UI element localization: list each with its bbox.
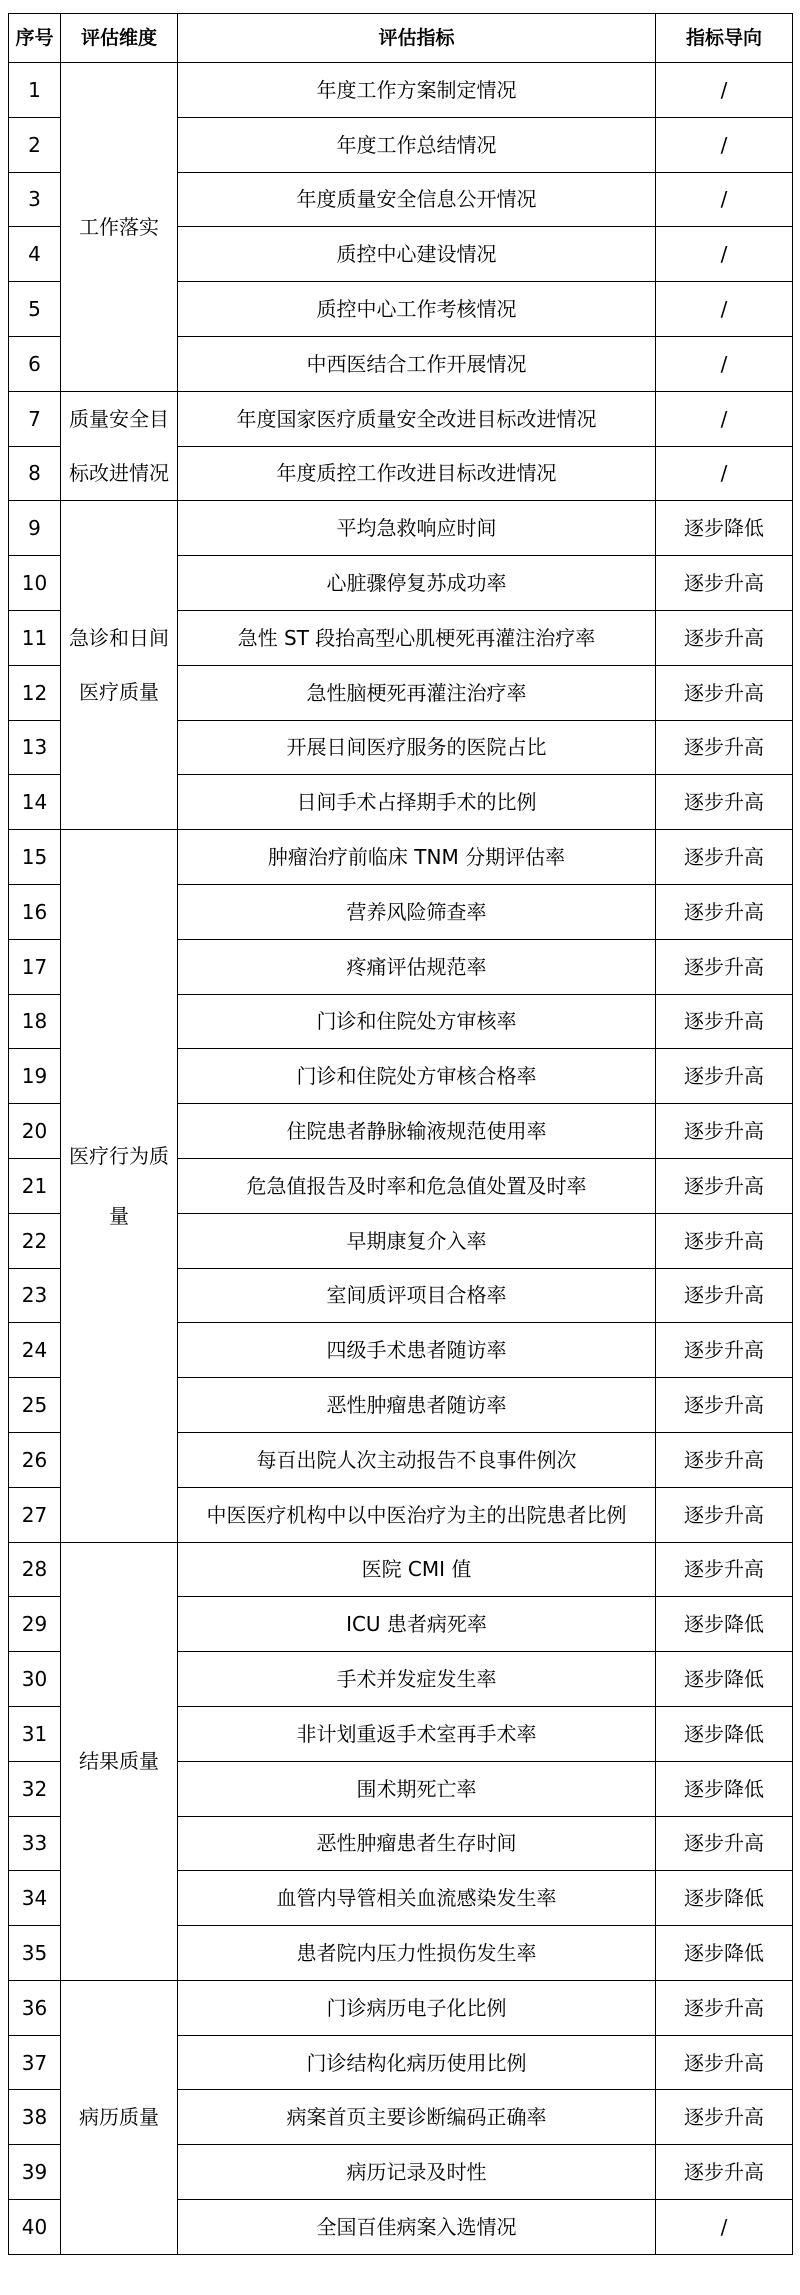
row-number: 40 (9, 2200, 61, 2255)
row-number: 33 (9, 1816, 61, 1871)
indicator-cell: 围术期死亡率 (178, 1761, 656, 1816)
indicator-cell: 手术并发症发生率 (178, 1652, 656, 1707)
header-dimension: 评估维度 (61, 14, 178, 63)
indicator-cell: 年度质量安全信息公开情况 (178, 172, 656, 227)
direction-cell: / (656, 282, 793, 337)
direction-cell: / (656, 117, 793, 172)
row-number: 30 (9, 1652, 61, 1707)
header-direction: 指标导向 (656, 14, 793, 63)
row-number: 24 (9, 1323, 61, 1378)
indicator-cell: 医院 CMI 值 (178, 1542, 656, 1597)
direction-cell: 逐步升高 (656, 830, 793, 885)
direction-cell: 逐步升高 (656, 775, 793, 830)
direction-cell: 逐步降低 (656, 1652, 793, 1707)
indicator-cell: 患者院内压力性损伤发生率 (178, 1926, 656, 1981)
direction-cell: 逐步升高 (656, 939, 793, 994)
row-number: 27 (9, 1487, 61, 1542)
direction-cell: 逐步升高 (656, 1816, 793, 1871)
direction-cell: 逐步降低 (656, 1706, 793, 1761)
row-number: 10 (9, 556, 61, 611)
indicator-cell: 日间手术占择期手术的比例 (178, 775, 656, 830)
direction-cell: 逐步升高 (656, 1049, 793, 1104)
table-row (9, 501, 793, 556)
direction-cell: 逐步升高 (656, 994, 793, 1049)
row-number: 19 (9, 1049, 61, 1104)
indicator-cell: 危急值报告及时率和危急值处置及时率 (178, 1158, 656, 1213)
row-number: 1 (9, 63, 61, 118)
direction-cell: 逐步升高 (656, 1542, 793, 1597)
row-number: 25 (9, 1378, 61, 1433)
table-row (9, 1980, 793, 2035)
direction-cell: 逐步升高 (656, 1213, 793, 1268)
indicator-cell: 室间质评项目合格率 (178, 1268, 656, 1323)
indicator-cell: 早期康复介入率 (178, 1213, 656, 1268)
direction-cell: 逐步升高 (656, 884, 793, 939)
direction-cell: / (656, 336, 793, 391)
row-number: 22 (9, 1213, 61, 1268)
direction-cell: / (656, 227, 793, 282)
direction-cell: / (656, 446, 793, 501)
row-number: 36 (9, 1980, 61, 2035)
row-number: 35 (9, 1926, 61, 1981)
row-number: 7 (9, 391, 61, 446)
direction-cell: 逐步降低 (656, 1597, 793, 1652)
direction-cell: 逐步升高 (656, 1158, 793, 1213)
row-number: 26 (9, 1432, 61, 1487)
direction-cell: / (656, 172, 793, 227)
direction-cell: 逐步升高 (656, 1104, 793, 1159)
row-number: 3 (9, 172, 61, 227)
row-number: 14 (9, 775, 61, 830)
indicator-cell: 门诊病历电子化比例 (178, 1980, 656, 2035)
direction-cell: 逐步升高 (656, 1268, 793, 1323)
indicator-cell: 中医医疗机构中以中医治疗为主的出院患者比例 (178, 1487, 656, 1542)
indicator-cell: 年度工作总结情况 (178, 117, 656, 172)
row-number: 23 (9, 1268, 61, 1323)
row-number: 12 (9, 665, 61, 720)
direction-cell: 逐步升高 (656, 1487, 793, 1542)
direction-cell: 逐步升高 (656, 1980, 793, 2035)
row-number: 16 (9, 884, 61, 939)
indicator-cell: 年度工作方案制定情况 (178, 63, 656, 118)
indicator-cell: 开展日间医疗服务的医院占比 (178, 720, 656, 775)
indicator-cell: 质控中心建设情况 (178, 227, 656, 282)
indicator-cell: 门诊和住院处方审核合格率 (178, 1049, 656, 1104)
assessment-table (8, 13, 793, 2255)
indicator-cell: 非计划重返手术室再手术率 (178, 1706, 656, 1761)
header-no: 序号 (9, 14, 61, 63)
dimension-cell: 病历质量 (61, 1980, 178, 2254)
dimension-cell: 医疗行为质量 (61, 830, 178, 1542)
indicator-cell: 血管内导管相关血流感染发生率 (178, 1871, 656, 1926)
row-number: 37 (9, 2035, 61, 2090)
direction-cell: 逐步升高 (656, 2035, 793, 2090)
indicator-cell: 门诊结构化病历使用比例 (178, 2035, 656, 2090)
row-number: 9 (9, 501, 61, 556)
row-number: 4 (9, 227, 61, 282)
indicator-cell: 病历记录及时性 (178, 2145, 656, 2200)
indicator-cell: 年度质控工作改进目标改进情况 (178, 446, 656, 501)
indicator-cell: 全国百佳病案入选情况 (178, 2200, 656, 2255)
row-number: 2 (9, 117, 61, 172)
indicator-cell: 急性 ST 段抬高型心肌梗死再灌注治疗率 (178, 610, 656, 665)
dimension-cell: 工作落实 (61, 63, 178, 392)
row-number: 34 (9, 1871, 61, 1926)
direction-cell: / (656, 2200, 793, 2255)
indicator-cell: 住院患者静脉输液规范使用率 (178, 1104, 656, 1159)
row-number: 32 (9, 1761, 61, 1816)
table-row (9, 830, 793, 885)
table-body (9, 63, 793, 2255)
direction-cell: 逐步降低 (656, 501, 793, 556)
indicator-cell: 急性脑梗死再灌注治疗率 (178, 665, 656, 720)
direction-cell: 逐步升高 (656, 720, 793, 775)
indicator-cell: 年度国家医疗质量安全改进目标改进情况 (178, 391, 656, 446)
row-number: 17 (9, 939, 61, 994)
direction-cell: 逐步升高 (656, 610, 793, 665)
row-number: 31 (9, 1706, 61, 1761)
indicator-cell: 恶性肿瘤患者随访率 (178, 1378, 656, 1433)
row-number: 39 (9, 2145, 61, 2200)
indicator-cell: 质控中心工作考核情况 (178, 282, 656, 337)
direction-cell: 逐步升高 (656, 1378, 793, 1433)
indicator-cell: 心脏骤停复苏成功率 (178, 556, 656, 611)
indicator-cell: 肿瘤治疗前临床 TNM 分期评估率 (178, 830, 656, 885)
header-indicator: 评估指标 (178, 14, 656, 63)
indicator-cell: 疼痛评估规范率 (178, 939, 656, 994)
row-number: 5 (9, 282, 61, 337)
indicator-cell: 门诊和住院处方审核率 (178, 994, 656, 1049)
dimension-cell: 急诊和日间医疗质量 (61, 501, 178, 830)
indicator-cell: 病案首页主要诊断编码正确率 (178, 2090, 656, 2145)
row-number: 20 (9, 1104, 61, 1159)
indicator-cell: ICU 患者病死率 (178, 1597, 656, 1652)
row-number: 29 (9, 1597, 61, 1652)
row-number: 13 (9, 720, 61, 775)
direction-cell: 逐步升高 (656, 556, 793, 611)
row-number: 38 (9, 2090, 61, 2145)
row-number: 11 (9, 610, 61, 665)
table-header (9, 14, 793, 63)
row-number: 6 (9, 336, 61, 391)
direction-cell: 逐步升高 (656, 1432, 793, 1487)
indicator-cell: 四级手术患者随访率 (178, 1323, 656, 1378)
direction-cell: 逐步降低 (656, 1871, 793, 1926)
indicator-cell: 恶性肿瘤患者生存时间 (178, 1816, 656, 1871)
direction-cell: 逐步降低 (656, 1926, 793, 1981)
row-number: 15 (9, 830, 61, 885)
direction-cell: / (656, 63, 793, 118)
indicator-cell: 营养风险筛查率 (178, 884, 656, 939)
direction-cell: 逐步升高 (656, 665, 793, 720)
table-row (9, 63, 793, 118)
direction-cell: 逐步升高 (656, 2145, 793, 2200)
table-row (9, 1542, 793, 1597)
indicator-cell: 中西医结合工作开展情况 (178, 336, 656, 391)
indicator-cell: 平均急救响应时间 (178, 501, 656, 556)
row-number: 8 (9, 446, 61, 501)
header-row (9, 14, 793, 63)
direction-cell: 逐步升高 (656, 1323, 793, 1378)
dimension-cell: 结果质量 (61, 1542, 178, 1980)
direction-cell: 逐步降低 (656, 1761, 793, 1816)
row-number: 28 (9, 1542, 61, 1597)
table-row (9, 391, 793, 446)
direction-cell: / (656, 391, 793, 446)
indicator-cell: 每百出院人次主动报告不良事件例次 (178, 1432, 656, 1487)
dimension-cell: 质量安全目标改进情况 (61, 391, 178, 501)
direction-cell: 逐步升高 (656, 2090, 793, 2145)
row-number: 21 (9, 1158, 61, 1213)
row-number: 18 (9, 994, 61, 1049)
